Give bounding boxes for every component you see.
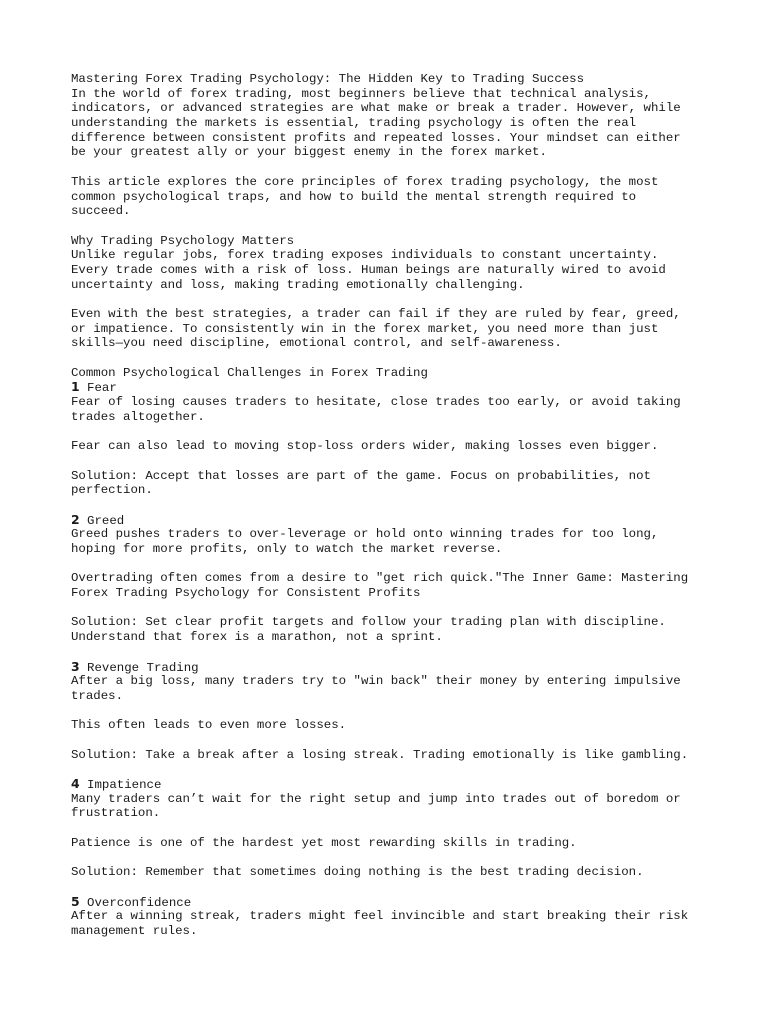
text-line: Patience is one of the hardest yet most rewarding skills in trading. bbox=[71, 835, 577, 850]
text-line: Fear can also lead to moving stop-loss orders wider, making losses even bigger. bbox=[71, 439, 659, 454]
text-line: skills—you need discipline, emotional control, and self-awareness. bbox=[71, 336, 562, 351]
text-line: Many traders can’t wait for the right setup and jump into trades out of boredom or bbox=[71, 791, 681, 806]
challenge-heading-revenge-trading bbox=[71, 660, 711, 675]
text-line: Unlike regular jobs, forex trading exposes individuals to constant uncertainty. bbox=[71, 248, 659, 263]
text-line: indicators, or advanced strategies are what make or break a trader. However, while bbox=[71, 101, 681, 116]
intro-paragraph-1 bbox=[71, 87, 711, 160]
text-line: understanding the markets is essential, trading psychology is often the real bbox=[71, 116, 637, 131]
challenge-name: Revenge Trading bbox=[79, 660, 199, 675]
text-line: Forex Trading Psychology for Consistent Profits bbox=[71, 586, 421, 601]
why-paragraph-2 bbox=[71, 307, 711, 351]
challenge-number: 5 bbox=[71, 893, 80, 909]
text-line: trades altogether. bbox=[71, 409, 205, 424]
document-page bbox=[71, 72, 711, 939]
text-line: difference between consistent profits and repeated losses. Your mindset can either bbox=[71, 130, 681, 145]
solution-line: Solution: Set clear profit targets and follow your trading plan with discipline. bbox=[71, 615, 666, 630]
text-line: frustration. bbox=[71, 806, 161, 821]
solution-line: Solution: Accept that losses are part of the game. Focus on probabilities, not bbox=[71, 468, 651, 483]
intro-paragraph-2 bbox=[71, 175, 711, 219]
text-line: hoping for more profits, only to watch the market reverse. bbox=[71, 542, 503, 556]
text-line: trades. bbox=[71, 688, 124, 703]
solution-line: perfection. bbox=[71, 483, 153, 498]
text-line: succeed. bbox=[71, 204, 131, 219]
text-line: uncertainty and loss, making trading emotionally challenging. bbox=[71, 277, 525, 292]
document-title: Mastering Forex Trading Psychology: The Hidden Key to Trading Success bbox=[71, 72, 585, 86]
text-line: Overtrading often comes from a desire to "get rich quick."The Inner Game: Mastering bbox=[71, 571, 689, 586]
text-line: management rules. bbox=[71, 923, 198, 938]
challenge-name: Fear bbox=[79, 381, 117, 396]
text-line: In the world of forex trading, most beginners believe that technical analysis, bbox=[71, 86, 651, 101]
challenge-name: Impatience bbox=[79, 778, 162, 792]
challenge-number: 2 bbox=[71, 511, 80, 527]
challenge-number: 4 bbox=[71, 776, 80, 791]
why-paragraph-1 bbox=[71, 248, 711, 292]
challenge-heading-greed bbox=[71, 513, 711, 528]
challenge-heading-impatience bbox=[71, 777, 711, 792]
text-line: Fear of losing causes traders to hesitate, close trades too early, or avoid taking bbox=[71, 395, 681, 410]
text-line: This often leads to even more losses. bbox=[71, 718, 347, 733]
section-heading-challenges: Common Psychological Challenges in Forex Trading bbox=[71, 365, 428, 380]
text-line: be your greatest ally or your biggest enemy in the forex market. bbox=[71, 145, 547, 160]
text-line: After a big loss, many traders try to "win back" their money by entering impulsive bbox=[71, 674, 681, 689]
challenge-name: Overconfidence bbox=[79, 895, 192, 910]
text-line: or impatience. To consistently win in the forex market, you need more than just bbox=[71, 321, 659, 336]
text-line: Every trade comes with a risk of loss. Human beings are naturally wired to avoid bbox=[71, 262, 666, 277]
section-heading-why: Why Trading Psychology Matters bbox=[71, 233, 295, 248]
challenge-heading-overconfidence bbox=[71, 895, 711, 910]
text-line: common psychological traps, and how to build the mental strength required to bbox=[71, 189, 637, 204]
text-line: Greed pushes traders to over-leverage or hold onto winning trades for too long, bbox=[71, 527, 659, 542]
text-line: Even with the best strategies, a trader can fail if they are ruled by fear, greed, bbox=[71, 307, 681, 321]
text-line: This article explores the core principles of forex trading psychology, the most bbox=[71, 174, 659, 189]
challenge-name: Greed bbox=[79, 513, 125, 528]
solution-line: Understand that forex is a marathon, not a sprint. bbox=[71, 630, 443, 645]
challenge-number: 1 bbox=[71, 379, 80, 395]
challenge-number: 3 bbox=[71, 658, 80, 674]
solution-line: Solution: Take a break after a losing streak. Trading emotionally is like gambling. bbox=[71, 747, 689, 762]
text-line: After a winning streak, traders might feel invincible and start breaking their risk bbox=[71, 909, 689, 924]
solution-line: Solution: Remember that sometimes doing nothing is the best trading decision. bbox=[71, 865, 644, 880]
challenge-heading-fear bbox=[71, 380, 711, 395]
